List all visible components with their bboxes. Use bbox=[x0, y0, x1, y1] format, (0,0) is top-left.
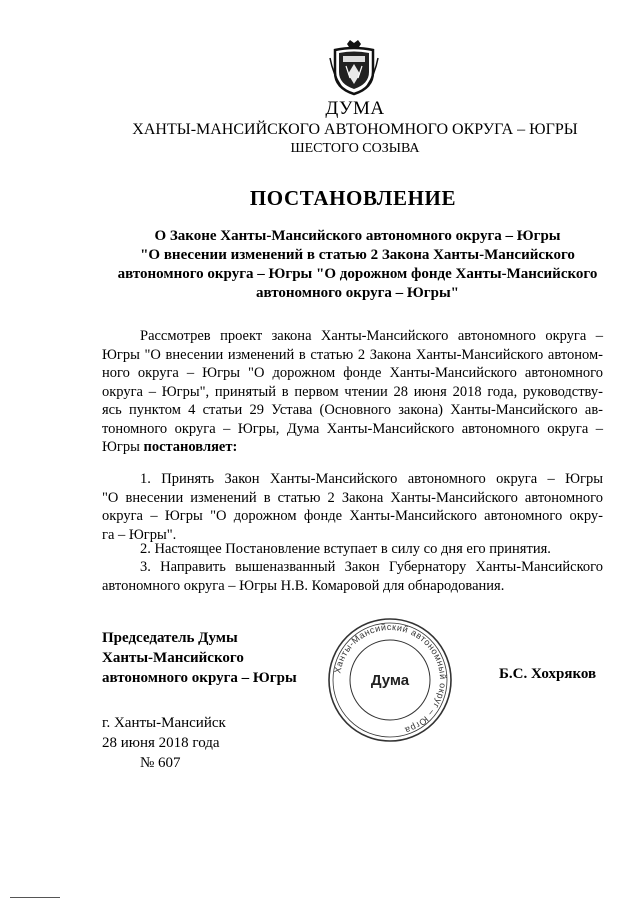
signer-position-line: автономного округа – Югры bbox=[102, 670, 297, 686]
resolves-word: постановляет: bbox=[143, 439, 238, 455]
subject-line: автономного округа – Югры "О дорожном фонде Ханты-Мансийского bbox=[117, 266, 598, 282]
item-line: 1. Принять Закон Ханты-Мансийского автономного округа – Югры bbox=[140, 471, 603, 487]
preamble-line: Рассмотрев проект закона Ханты-Мансийского автономного округа – bbox=[140, 328, 603, 344]
organization-title: ДУМА bbox=[325, 98, 385, 119]
issue-details bbox=[102, 713, 226, 773]
document-type-title: ПОСТАНОВЛЕНИЕ bbox=[249, 186, 457, 210]
region-title: ХАНТЫ-МАНСИЙСКОГО АВТОНОМНОГО ОКРУГА – ЮГРЫ bbox=[132, 121, 578, 138]
item-2-paragraph bbox=[102, 540, 603, 559]
preamble-line: округа – Югры", принятый в первом чтении 28 июня 2018 года, руководству- bbox=[102, 383, 603, 400]
seal-center-text: Дума bbox=[370, 672, 410, 689]
preamble-last-line bbox=[102, 438, 603, 457]
signer-position-line: Ханты-Мансийского bbox=[102, 650, 244, 666]
subject-line: автономного округа – Югры" bbox=[256, 285, 459, 301]
coat-of-arms-emblem bbox=[329, 38, 379, 96]
official-seal-stamp bbox=[325, 615, 455, 745]
item-line: "О внесении изменений в статью 2 Закона Ханты-Мансийского автономного bbox=[102, 489, 603, 506]
item-line: округа – Югры "О дорожном фонде Ханты-Мансийского автономного окру- bbox=[102, 508, 603, 524]
signer-position bbox=[102, 628, 297, 688]
preamble-line: тономного округа – Югры, Дума Ханты-Мансийского автономного округа – bbox=[102, 420, 603, 437]
item-line: га – Югры". bbox=[102, 526, 177, 543]
item-line: 3. Направить вышеназванный Закон Губернатору Ханты-Мансийского bbox=[140, 559, 603, 575]
item-1-paragraph bbox=[102, 470, 603, 544]
seal-ring-text: Ханты-Мансийский автономный округ – Югра bbox=[332, 621, 449, 736]
signer-name: Б.С. Хохряков bbox=[499, 666, 597, 682]
subject-line: "О внесении изменений в статью 2 Закона Ханты-Мансийского bbox=[140, 247, 575, 263]
item-line: автономного округа – Югры Н.В. Комаровой для обнародования. bbox=[102, 577, 505, 594]
preamble-line: ясь пунктом 4 статьи 29 Устава (Основного закона) Ханты-Мансийского ав- bbox=[102, 402, 603, 418]
signer-position-line: Председатель Думы bbox=[102, 630, 238, 646]
issue-number: № 607 bbox=[140, 755, 181, 771]
convocation-title: ШЕСТОГО СОЗЫВА bbox=[290, 141, 420, 156]
preamble-paragraph bbox=[102, 327, 603, 457]
footer-divider bbox=[10, 897, 60, 898]
subject-line: О Законе Ханты-Мансийского автономного округа – Югры bbox=[154, 228, 561, 244]
preamble-line-prefix: Югры bbox=[102, 439, 144, 455]
issue-place: г. Ханты-Мансийск bbox=[102, 715, 226, 731]
item-line: 2. Настоящее Постановление вступает в силу со дня его принятия. bbox=[140, 541, 551, 557]
preamble-line: ного округа – Югры "О дорожном фонде Ханты-Мансийского автономного bbox=[102, 365, 603, 381]
preamble-line: Югры "О внесении изменений в статью 2 Закона Ханты-Мансийского автоном- bbox=[102, 346, 603, 363]
issue-date: 28 июня 2018 года bbox=[102, 735, 220, 751]
document-subject bbox=[95, 227, 620, 303]
item-3-paragraph bbox=[102, 558, 603, 595]
